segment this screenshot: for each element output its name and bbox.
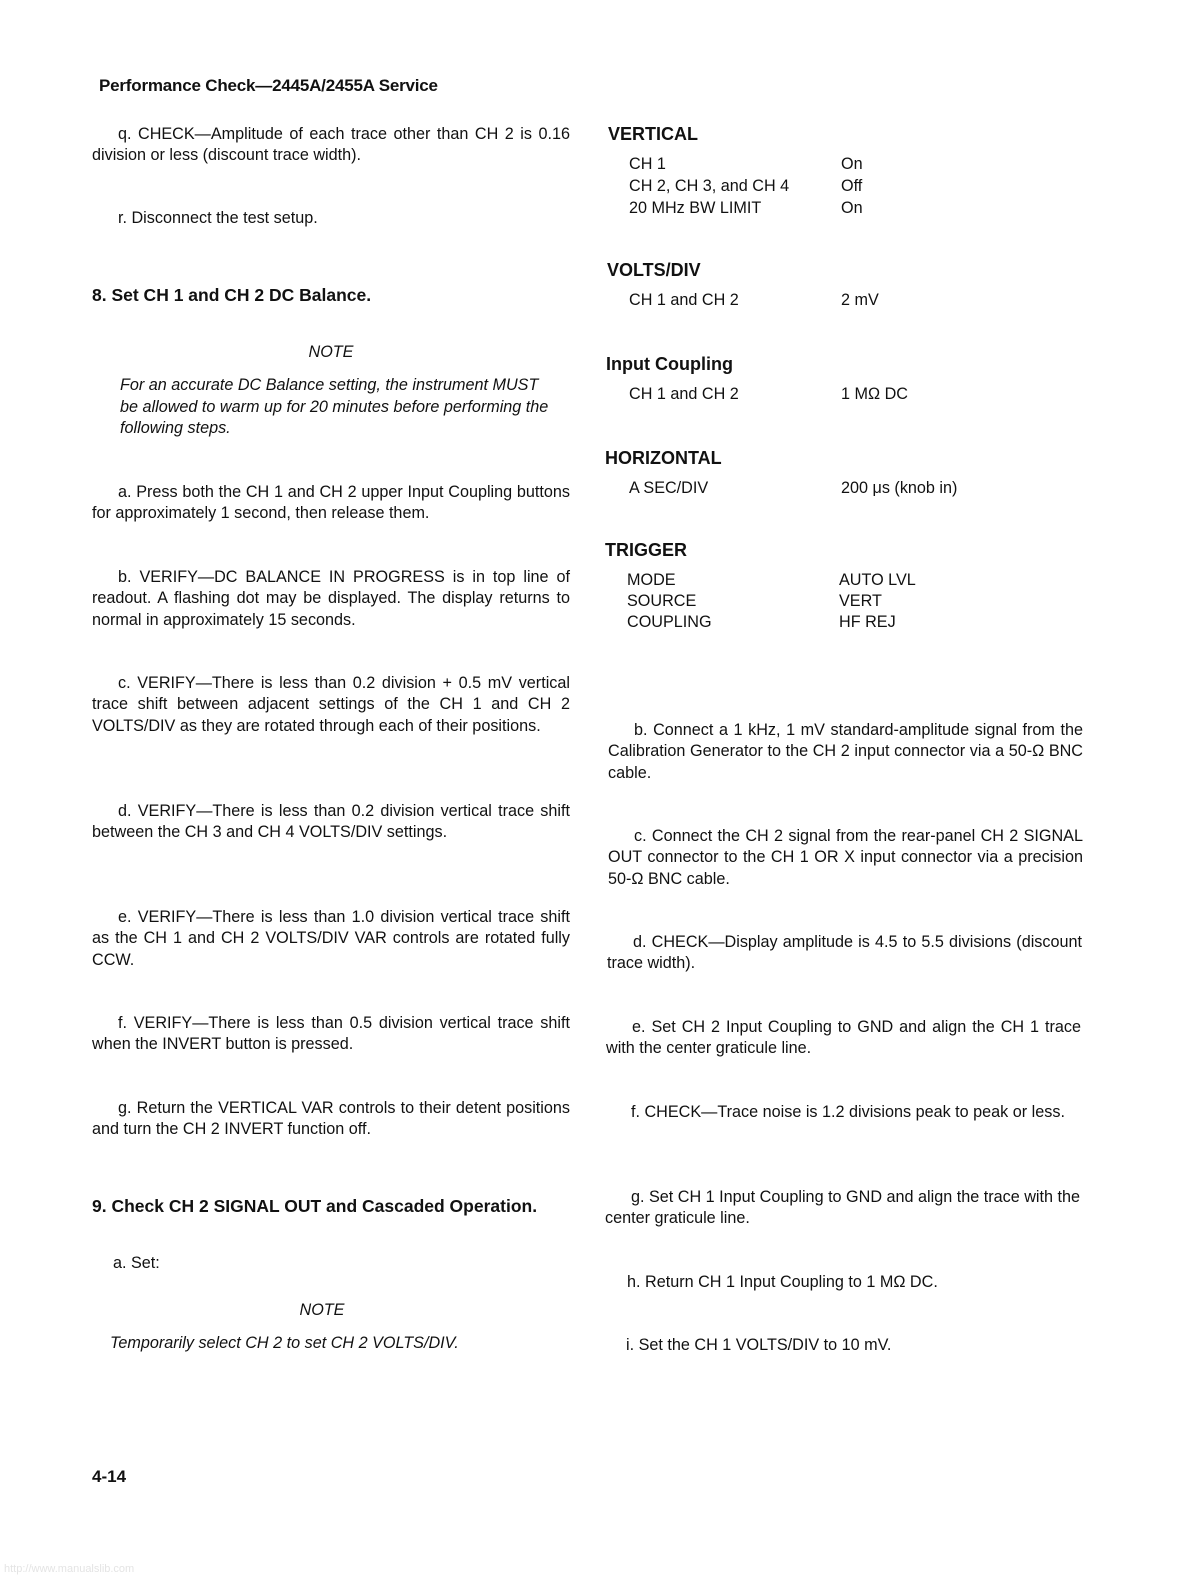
step-8q: q. CHECK—Amplitude of each trace other than CH 2 is 0.16 division or less (discount trace width). bbox=[92, 125, 570, 165]
setting-name: MODE bbox=[627, 571, 676, 589]
step-9i: i. Set the CH 1 VOLTS/DIV to 10 mV. bbox=[626, 1336, 892, 1354]
setting-value: On bbox=[841, 155, 863, 173]
step-g: g. Return the VERTICAL VAR controls to their detent positions and turn the CH 2 INVERT function off. bbox=[92, 1099, 570, 1139]
step-a: a. Press both the CH 1 and CH 2 upper Input Coupling buttons for approximately 1 second, then release them. bbox=[92, 483, 570, 523]
step-e: e. VERIFY—There is less than 1.0 division vertical trace shift as the CH 1 and CH 2 VOLTS/DIV VAR controls are rotated fully CCW. bbox=[92, 908, 570, 969]
setting-value: 200 μs (knob in) bbox=[841, 479, 958, 497]
step-f: f. VERIFY—There is less than 0.5 division vertical trace shift when the INVERT button is pressed. bbox=[92, 1014, 570, 1054]
setting-name: COUPLING bbox=[627, 613, 712, 631]
page-header: Performance Check—2445A/2455A Service bbox=[99, 76, 438, 95]
step-c: c. VERIFY—There is less than 0.2 division + 0.5 mV vertical trace shift between adjacent settings of the CH 1 and CH 2 VOLTS/DIV as they are rotated through each of their positions. bbox=[92, 674, 570, 735]
settings-group-title: VOLTS/DIV bbox=[607, 260, 701, 280]
step-9c: c. Connect the CH 2 signal from the rear-panel CH 2 SIGNAL OUT connector to the CH 1 OR X input connector via a precision 50-Ω BNC cable. bbox=[608, 827, 1083, 888]
section-9-title: 9. Check CH 2 SIGNAL OUT and Cascaded Operation. bbox=[92, 1196, 538, 1216]
setting-name: SOURCE bbox=[627, 592, 697, 610]
step-8r: r. Disconnect the test setup. bbox=[118, 209, 318, 227]
step-9b: b. Connect a 1 kHz, 1 mV standard-amplitude signal from the Calibration Generator to the CH 2 input connector via a 50-Ω BNC cable. bbox=[608, 721, 1083, 782]
setting-name: 20 MHz BW LIMIT bbox=[629, 199, 762, 217]
setting-value: HF REJ bbox=[839, 613, 896, 631]
setting-name: CH 2, CH 3, and CH 4 bbox=[629, 177, 790, 195]
setting-value: VERT bbox=[839, 592, 882, 610]
step-9g: g. Set CH 1 Input Coupling to GND and align the trace with the center graticule line. bbox=[605, 1188, 1081, 1228]
note-body: Temporarily select CH 2 to set CH 2 VOLTS/DIV. bbox=[110, 1334, 459, 1352]
setting-value: On bbox=[841, 199, 863, 217]
section-8-title: 8. Set CH 1 and CH 2 DC Balance. bbox=[92, 285, 372, 305]
setting-name: A SEC/DIV bbox=[629, 479, 709, 497]
note-body: For an accurate DC Balance setting, the instrument MUST be allowed to warm up for 20 minutes before performing the following steps. bbox=[120, 376, 549, 437]
settings-group-title: Input Coupling bbox=[606, 354, 733, 374]
settings-group-title: HORIZONTAL bbox=[605, 448, 722, 468]
setting-name: CH 1 and CH 2 bbox=[629, 291, 739, 309]
step-9a: a. Set: bbox=[113, 1254, 160, 1272]
settings-group-title: VERTICAL bbox=[608, 124, 698, 144]
setting-value: 2 mV bbox=[841, 291, 879, 309]
note-title: NOTE bbox=[308, 343, 354, 361]
step-9f: f. CHECK—Trace noise is 1.2 divisions peak to peak or less. bbox=[631, 1103, 1065, 1121]
setting-value: 1 MΩ DC bbox=[841, 385, 908, 403]
page-number: 4-14 bbox=[92, 1467, 127, 1486]
setting-value: AUTO LVL bbox=[839, 571, 916, 589]
setting-name: CH 1 bbox=[629, 155, 666, 173]
setting-value: Off bbox=[841, 177, 863, 195]
setting-name: CH 1 and CH 2 bbox=[629, 385, 739, 403]
note-title: NOTE bbox=[299, 1301, 345, 1319]
step-9d: d. CHECK—Display amplitude is 4.5 to 5.5 divisions (discount trace width). bbox=[607, 933, 1082, 973]
step-d: d. VERIFY—There is less than 0.2 division vertical trace shift between the CH 3 and CH 4 VOLTS/DIV settings. bbox=[92, 802, 570, 842]
step-b: b. VERIFY—DC BALANCE IN PROGRESS is in top line of readout. A flashing dot may be displayed. The display returns to normal in approximately 15 seconds. bbox=[92, 568, 570, 629]
step-9h: h. Return CH 1 Input Coupling to 1 MΩ DC. bbox=[627, 1273, 938, 1291]
settings-group-title: TRIGGER bbox=[605, 540, 688, 560]
watermark-text: http://www.manualslib.com bbox=[4, 1563, 135, 1575]
step-9e: e. Set CH 2 Input Coupling to GND and align the CH 1 trace with the center graticule line. bbox=[606, 1018, 1081, 1058]
